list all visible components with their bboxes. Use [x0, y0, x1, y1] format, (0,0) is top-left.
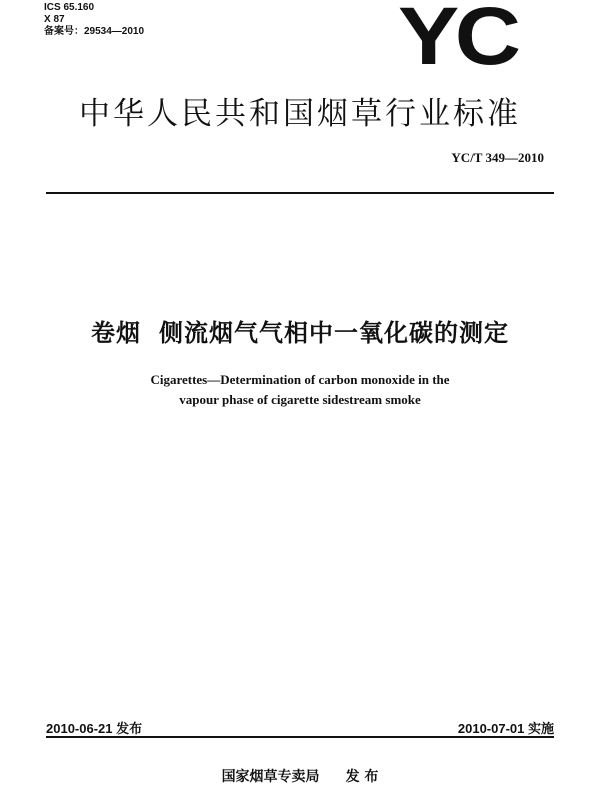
- bottom-divider: [46, 736, 554, 738]
- standard-code: YC/T 349—2010: [451, 150, 544, 165]
- implementation-date: 2010-07-01 实施: [457, 721, 554, 736]
- record-number: 备案号：29534—2010: [44, 26, 145, 37]
- english-title: [0, 370, 600, 410]
- standard-organization-title: 中华人民共和国烟草行业标准: [79, 96, 521, 132]
- ics-code: ICS 65.160: [44, 2, 95, 13]
- top-divider: [46, 192, 554, 194]
- issue-date: 2010-06-21 发布: [46, 721, 143, 736]
- chinese-title: [0, 313, 600, 348]
- publisher-name: 国家烟草专卖局: [221, 769, 320, 785]
- english-title-line2: vapour phase of cigarette sidestream smoke: [179, 392, 421, 407]
- english-title-line1: Cigarettes—Determination of carbon monoxide in the: [150, 372, 450, 387]
- publish-word: 发 布: [345, 769, 379, 785]
- chinese-title-part2: 侧流烟气气相中一氧化碳的测定: [159, 319, 509, 347]
- classification-code: X 87: [44, 14, 65, 25]
- publisher-line: [0, 766, 600, 786]
- document-metadata: [44, 2, 144, 38]
- chinese-title-part1: 卷烟: [91, 319, 141, 347]
- yc-logo: YC: [398, 0, 517, 82]
